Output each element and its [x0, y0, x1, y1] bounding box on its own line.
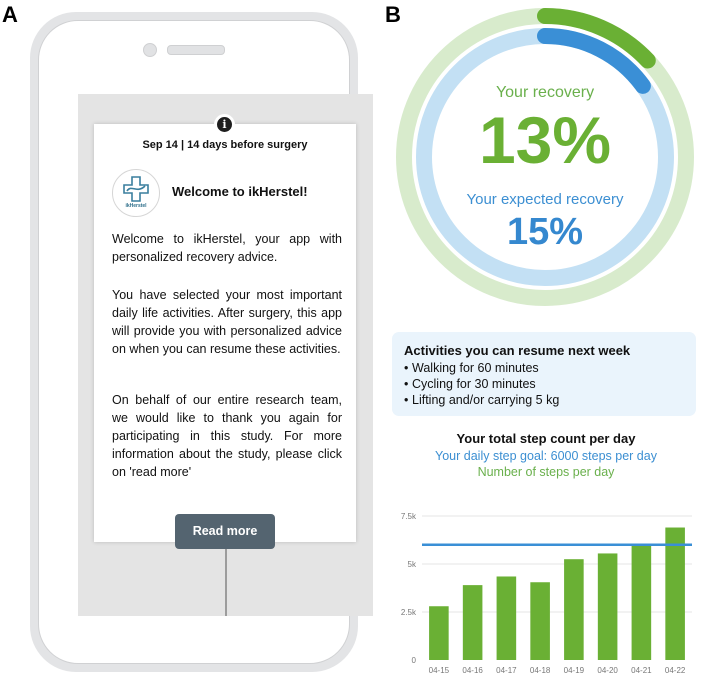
x-tick-label: 04-21	[631, 666, 652, 675]
panel-label-b: B	[385, 2, 401, 27]
card-paragraph: Welcome to ikHerstel, your app with personalized recovery advice.	[112, 232, 342, 264]
activity-item: • Walking for 60 minutes	[404, 360, 559, 376]
x-tick-label: 04-17	[496, 666, 517, 675]
x-tick-label: 04-16	[462, 666, 483, 675]
y-tick-label: 2.5k	[400, 608, 416, 617]
phone-speaker	[167, 45, 225, 55]
step-chart	[392, 500, 700, 680]
chart-subtitle-goal: Your daily step goal: 6000 steps per day	[435, 449, 657, 463]
chart-title: Your total step count per day	[456, 431, 636, 446]
activity-item: • Lifting and/or carrying 5 kg	[404, 392, 559, 408]
chart-subtitle-steps: Number of steps per day	[477, 465, 615, 479]
step-bar	[463, 585, 483, 660]
step-bar	[497, 576, 517, 660]
x-tick-label: 04-20	[597, 666, 618, 675]
phone-frame	[30, 12, 358, 672]
step-bar	[429, 606, 449, 660]
message-card	[94, 118, 356, 542]
expected-recovery-value: 15%	[506, 211, 584, 253]
x-tick-label: 04-15	[428, 666, 450, 675]
phone-screen	[78, 94, 373, 616]
card-date: Sep 14 | 14 days before surgery	[142, 139, 308, 151]
y-tick-label: 7.5k	[400, 512, 416, 521]
card-paragraph: You have selected your most important daily life activities. After surgery, this app will provide you with personalized advice on when you can resume these activities.	[112, 288, 342, 356]
y-tick-label: 5k	[407, 560, 416, 569]
step-bar	[598, 553, 618, 660]
recovery-label: Your recovery	[495, 84, 595, 101]
activities-title: Activities you can resume next week	[404, 343, 631, 358]
x-tick-label: 04-19	[563, 666, 585, 675]
read-more-button[interactable]: Read more	[175, 514, 275, 549]
logo-cross-icon	[123, 176, 149, 202]
panel-label-a: A	[2, 2, 18, 27]
step-bar	[564, 559, 584, 660]
phone-camera	[143, 43, 157, 57]
card-title: Welcome to ikHerstel!	[172, 184, 308, 199]
activity-item: • Cycling for 30 minutes	[404, 376, 559, 392]
activities-list	[404, 360, 559, 408]
logo-text: ikHerstel	[125, 203, 147, 209]
card-paragraph: On behalf of our entire research team, we would like to thank you again for participating in this study. For more information about the study, please click on 'read more'	[112, 393, 342, 479]
y-tick-label: 0	[411, 656, 416, 665]
step-bar	[665, 528, 685, 660]
step-bar	[530, 582, 550, 660]
app-logo	[112, 169, 160, 217]
x-tick-label: 04-22	[664, 666, 686, 675]
x-tick-label: 04-18	[529, 666, 551, 675]
activities-box	[392, 332, 696, 416]
step-bar	[632, 546, 652, 660]
expected-recovery-label: Your expected recovery	[466, 191, 624, 208]
recovery-value: 13%	[478, 103, 612, 177]
info-icon[interactable]: i	[214, 114, 235, 135]
